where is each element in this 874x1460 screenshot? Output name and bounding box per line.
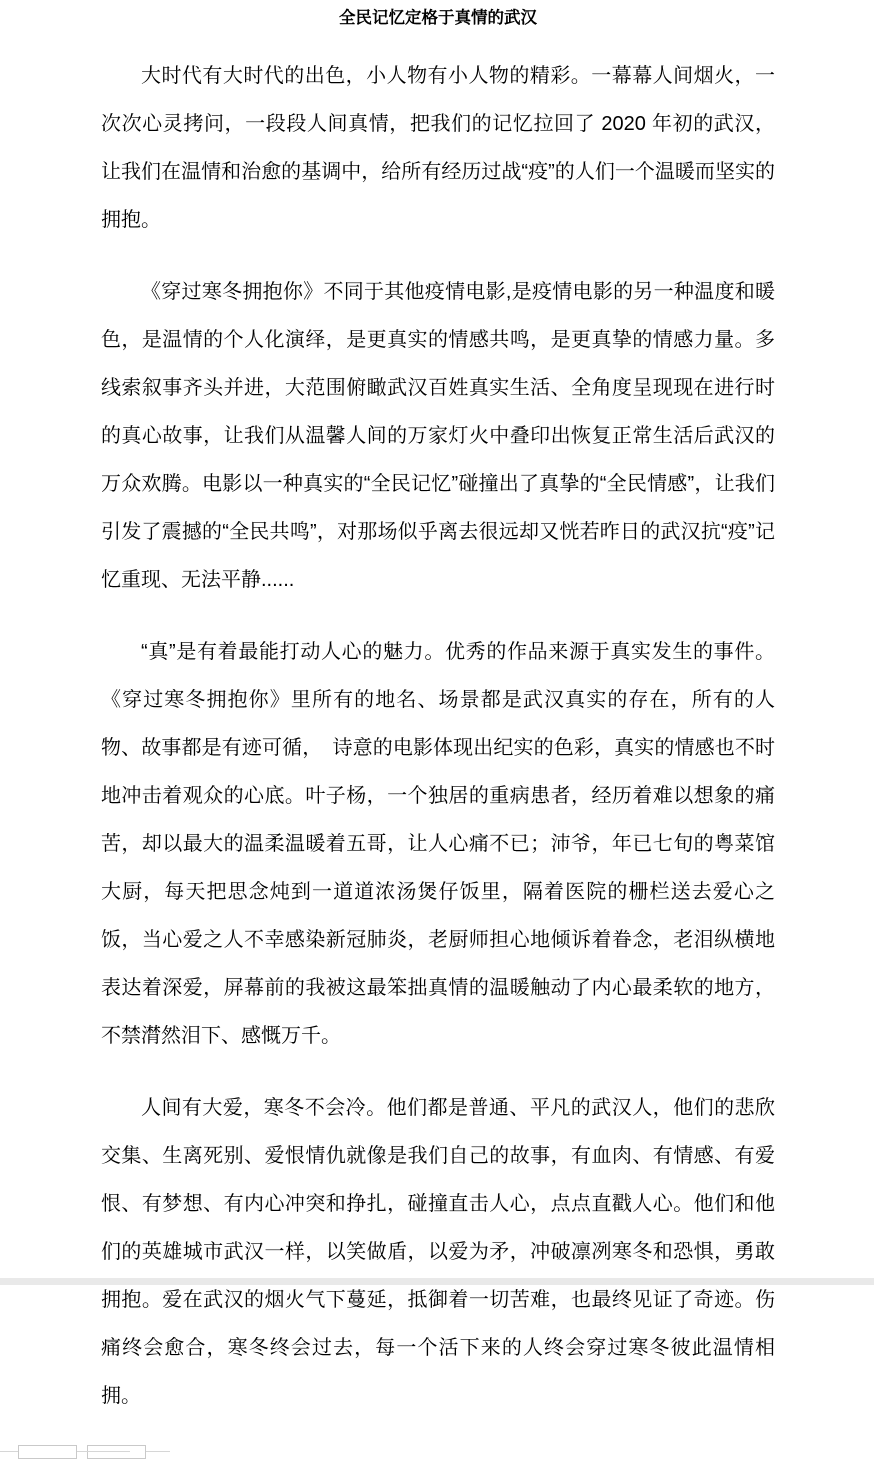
paragraph-2: 《穿过寒冬拥抱你》不同于其他疫情电影,是疫情电影的另一种温度和暖色，是温情的个人化演绎，是更真实的情感共鸣，是更真挚的情感力量。多线索叙事齐头并进，大范围俯瞰武汉百姓真实生活、全角度呈现现在进行时的真心故事，让我们从温馨人间的万家灯火中叠印出恢复正常生活后武汉的万众欢腾。电影以一种真实的“全民记忆”碰撞出了真挚的“全民情感”，让我们引发了震撼的“全民共鸣”，对那场似乎离去很远却又恍若昨日的武汉抗“疫”记忆重现、无法平静...... [101,281,775,591]
page-break-marker-left [0,1444,170,1460]
horizontal-scrollbar[interactable] [0,1278,874,1285]
page-break-tab-icon [87,1445,146,1459]
paragraph-1: 大时代有大时代的出色，小人物有小人物的精彩。一幕幕人间烟火，一次次心灵拷问，一段段人间真情，把我们的记忆拉回了 2020 年初的武汉，让我们在温情和治愈的基调中，给所有经历过战“疫”的人们一个温暖而坚实的拥抱。 [101,65,775,231]
page-break-line-icon [0,1451,130,1452]
document-body [101,52,775,1420]
paragraph-3: “真”是有着最能打动人心的魅力。优秀的作品来源于真实发生的事件。《穿过寒冬拥抱你》里所有的地名、场景都是武汉真实的存在，所有的人物、故事都是有迹可循， 诗意的电影体现出纪实的色彩，真实的情感也不时地冲击着观众的心底。叶子杨，一个独居的重病患者，经历着难以想象的痛苦，却以最大的温柔温暖着五哥，让人心痛不已；沛爷，年已七旬的粤菜馆大厨，每天把思念炖到一道道浓汤煲仔饭里，隔着医院的栅栏送去爱心之饭，当心爱之人不幸感染新冠肺炎，老厨师担心地倾诉着眷念，老泪纵横地表达着深爱，屏幕前的我被这最笨拙真情的温暖触动了内心最柔软的地方，不禁潸然泪下、感慨万千。 [101,641,775,1047]
document-title: 全民记忆定格于真情的武汉 [339,9,537,27]
page-break-tab-icon [18,1445,77,1459]
page-break-marker-right [0,1444,130,1460]
page-break-line-icon [0,1451,170,1452]
paragraph-4: 人间有大爱，寒冬不会冷。他们都是普通、平凡的武汉人，他们的悲欣交集、生离死别、爱恨情仇就像是我们自己的故事，有血肉、有情感、有爱恨、有梦想、有内心冲突和挣扎，碰撞直击人心，点点直戳人心。他们和他们的英雄城市武汉一样，以笑做盾，以爱为矛，冲破凛冽寒冬和恐惧，勇敢拥抱。爱在武汉的烟火气下蔓延，抵御着一切苦难，也最终见证了奇迹。伤痛终会愈合，寒冬终会过去，每一个活下来的人终会穿过寒冬彼此温情相拥。 [101,1097,775,1407]
